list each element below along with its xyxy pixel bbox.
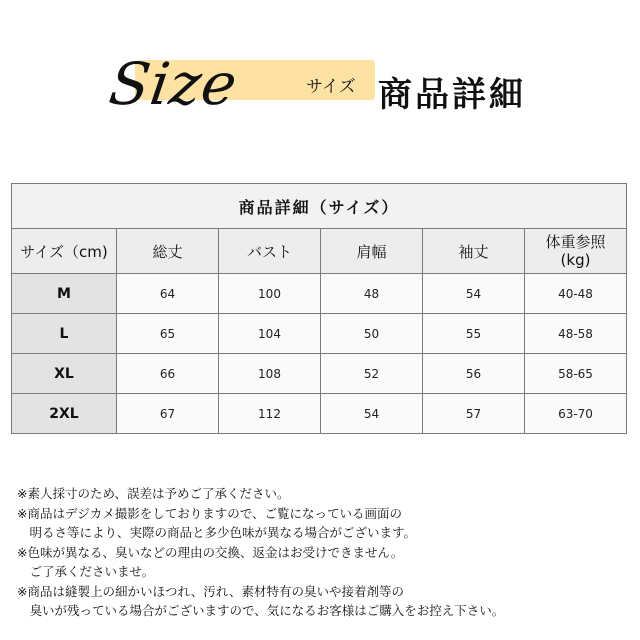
header-sleeve: 袖丈 [423,229,525,274]
table-row [12,314,627,354]
cell-shoulder: 52 [321,354,423,394]
row-size-label: 2XL [12,394,117,434]
cell-weight: 48-58 [525,314,627,354]
header-script-word: Size [105,50,242,118]
cell-shoulder: 50 [321,314,423,354]
table-title-row [12,184,627,229]
cell-length: 65 [117,314,219,354]
note-line: ※商品はデジカメ撮影をしておりますので、ご覧になっている画面の [17,505,402,521]
notes-block [17,484,632,621]
header-kana-label: サイズ [306,77,356,97]
cell-weight: 63-70 [525,394,627,434]
row-size-label: L [12,314,117,354]
header-bust: バスト [219,229,321,274]
table-row [12,394,627,434]
cell-bust: 112 [219,394,321,434]
header-weight-label: 体重参照 [545,233,606,251]
note-line: ※素人採寸のため、誤差は予めご了承ください。 [17,486,290,501]
cell-length: 64 [117,274,219,314]
header-title: 商品詳細 [378,75,526,115]
header-size: サイズ（cm) [12,229,117,274]
cell-weight: 40-48 [525,274,627,314]
cell-bust: 104 [219,314,321,354]
table-row [12,274,627,314]
size-table [11,183,627,434]
cell-bust: 108 [219,354,321,394]
cell-sleeve: 56 [423,354,525,394]
table-row [12,354,627,394]
header-weight-unit: (kg) [560,251,591,269]
note-line: ※商品は縫製上の細かいほつれ、汚れ、素材特有の臭いや接着剤等の [17,583,404,599]
cell-bust: 100 [219,274,321,314]
cell-weight: 58-65 [525,354,627,394]
cell-length: 66 [117,354,219,394]
header-weight [525,229,627,274]
table-header-row [12,229,627,274]
cell-shoulder: 48 [321,274,423,314]
note-line: ご了承くださいませ。 [17,564,155,579]
cell-shoulder: 54 [321,394,423,434]
cell-sleeve: 54 [423,274,525,314]
cell-length: 67 [117,394,219,434]
header-length: 総丈 [117,229,219,274]
page-header [0,0,640,150]
row-size-label: M [12,274,117,314]
note-line: 臭いが残っている場合がございますので、気になるお客様はご購入をお控え下さい。 [17,603,505,618]
note-line: ※色味が異なる、臭いなどの理由の交換、返金はお受けできません。 [17,544,404,560]
row-size-label: XL [12,354,117,394]
table-title: 商品詳細（サイズ） [12,184,627,229]
cell-sleeve: 57 [423,394,525,434]
note-line: 明るさ等により、実際の商品と多少色味が異なる場合がございます。 [17,525,417,540]
cell-sleeve: 55 [423,314,525,354]
header-shoulder: 肩幅 [321,229,423,274]
